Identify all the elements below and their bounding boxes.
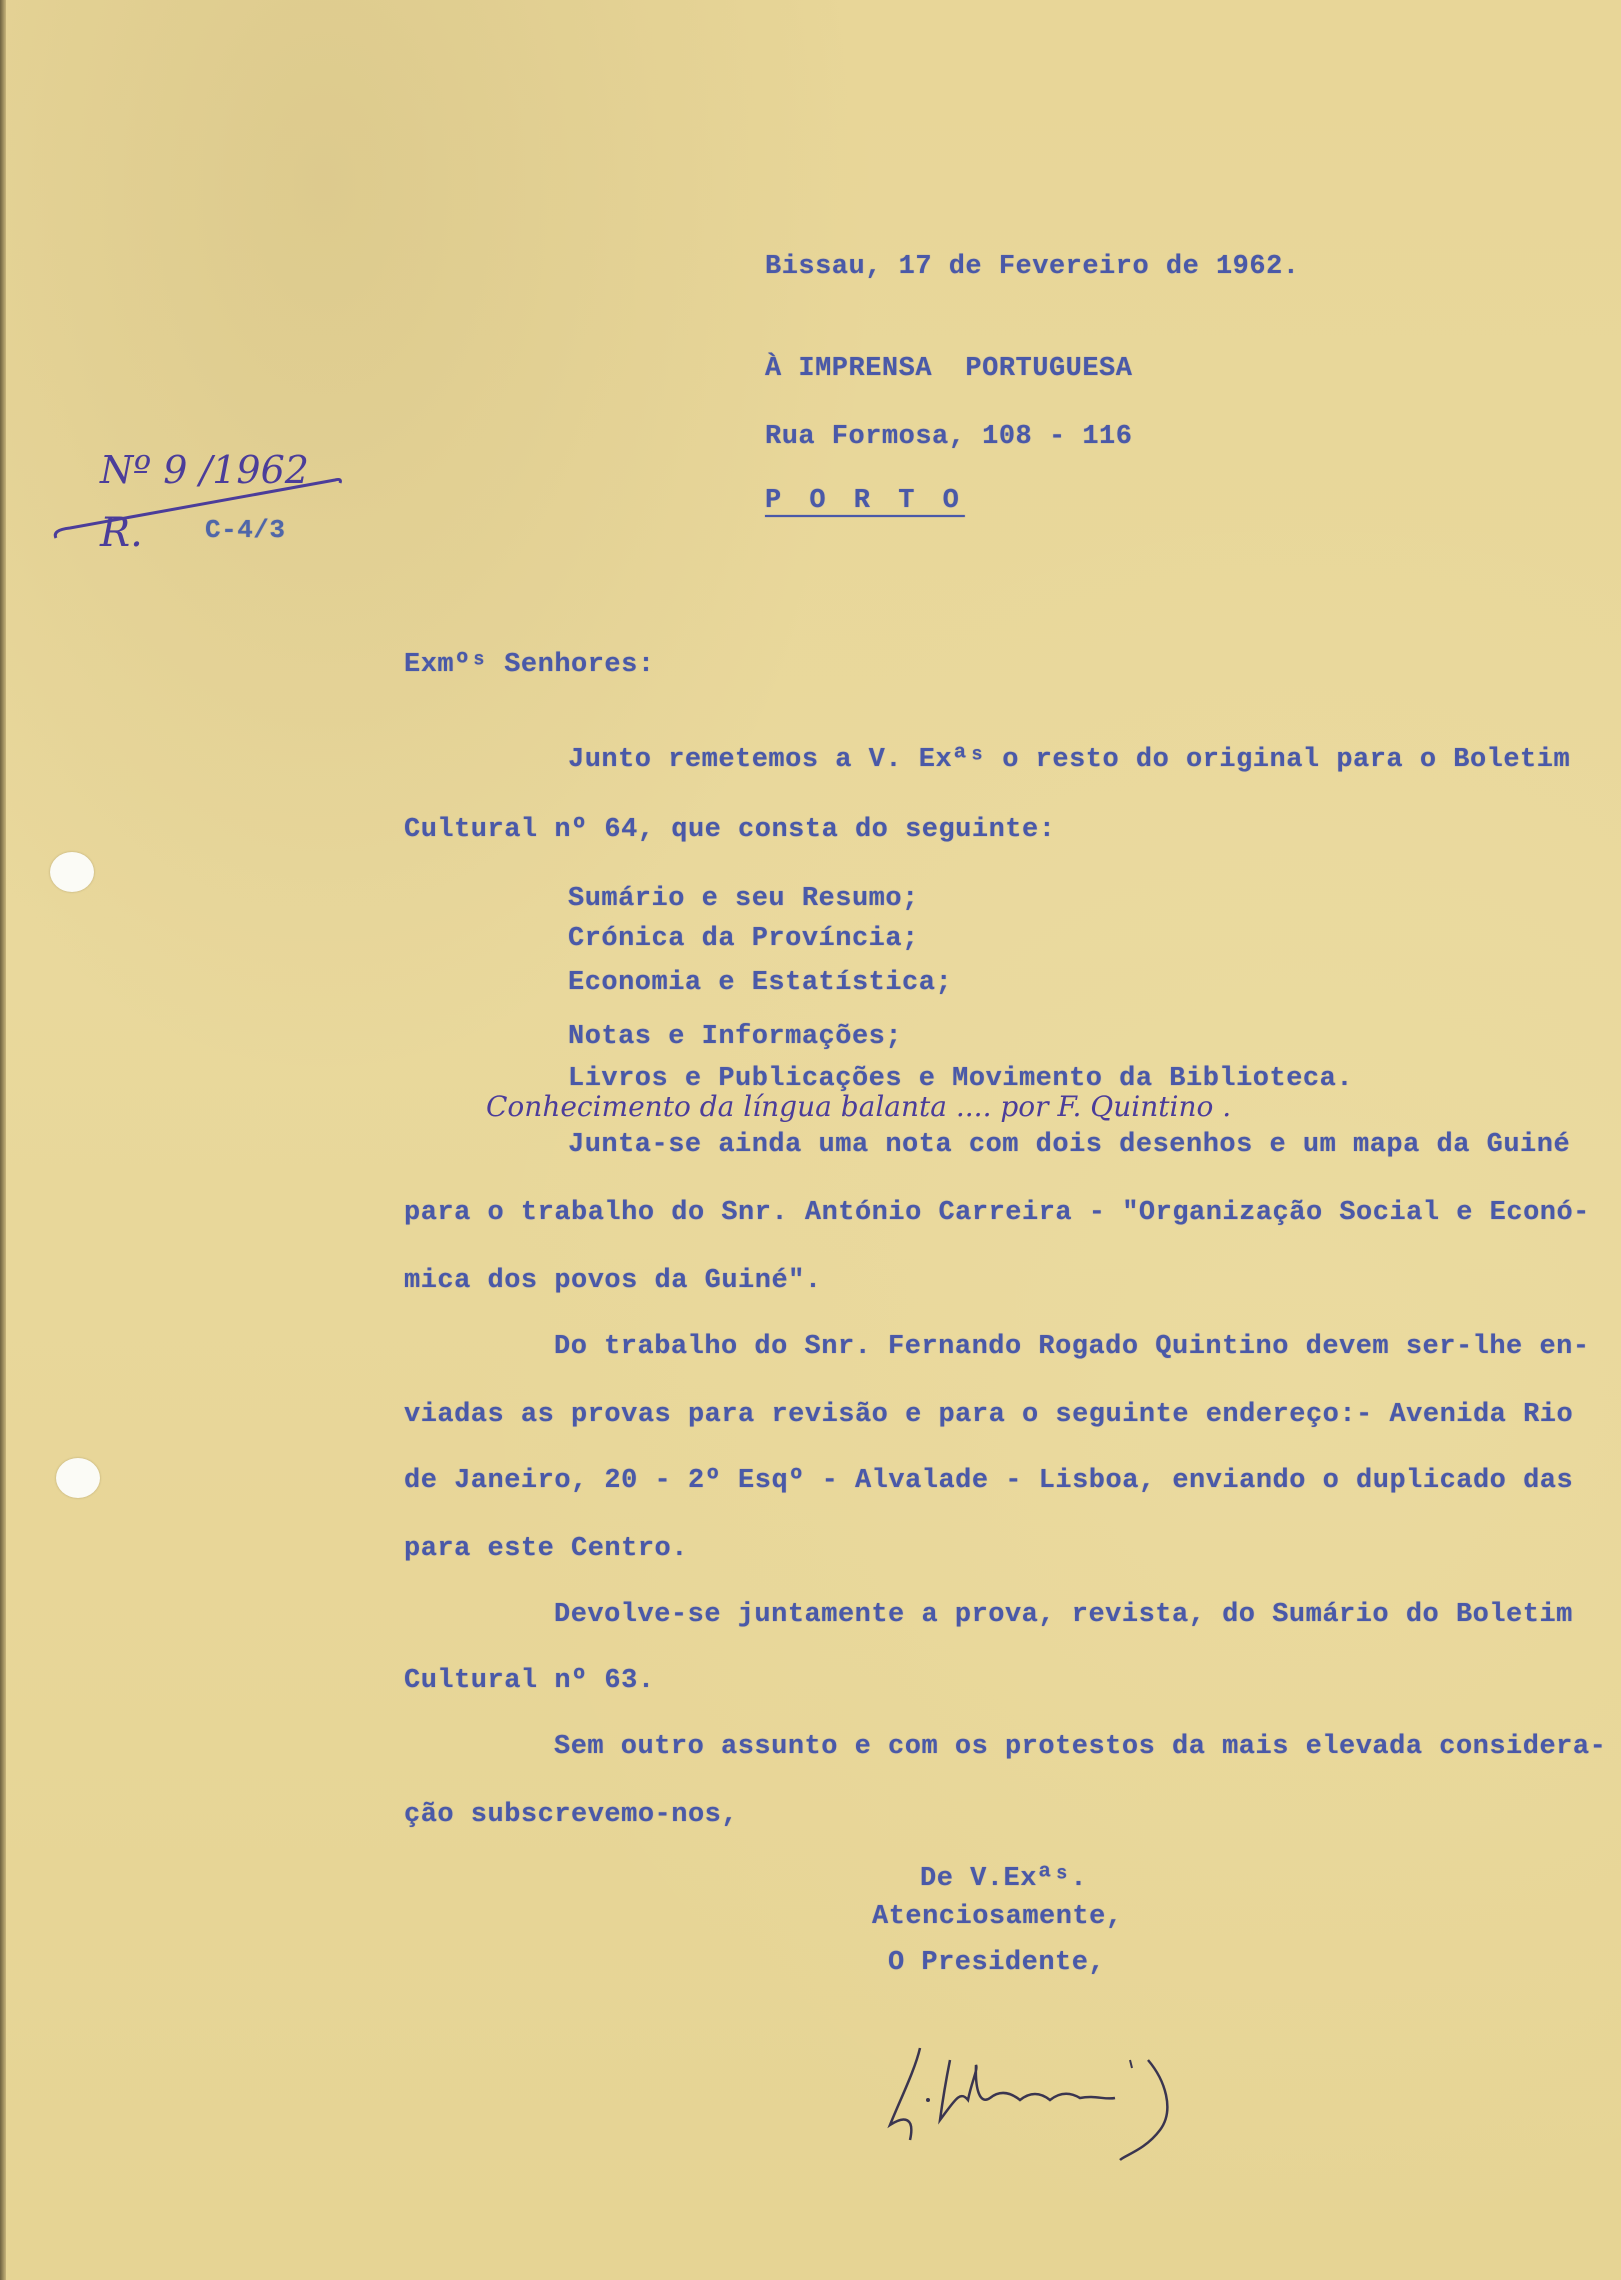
recipient-name: À IMPRENSA PORTUGUESA [765,354,1133,384]
recipient-city: P O R T O [765,486,965,516]
margin-note-number: Nº 9 /1962 [100,448,309,492]
handwritten-addition: Conhecimento da língua balanta .... por F. Quintino . [486,1090,1232,1123]
punch-hole-top [50,852,94,892]
list-item: Notas e Informações; [568,1022,903,1052]
paragraph-2-line-2: para o trabalho do Snr. António Carreira - "Organização Social e Econó- [404,1198,1590,1228]
paragraph-2-line-3: mica dos povos da Guiné". [404,1266,822,1296]
paragraph-5-line-2: ção subscrevemo-nos, [404,1800,739,1830]
salutation: Exmºˢ Senhores: [404,650,655,680]
date-line: Bissau, 17 de Fevereiro de 1962. [765,252,1300,282]
closing-line-1: De V.Exªˢ. [920,1864,1088,1894]
paragraph-3-line-4: para este Centro. [404,1534,688,1564]
list-item: Economia e Estatística; [568,968,953,998]
list-item: Crónica da Província; [568,924,919,954]
paragraph-3-line-2: viadas as provas para revisão e para o seguinte endereço:- Avenida Rio [404,1400,1574,1430]
list-item: Livros e Publicações e Movimento da Biblioteca. [568,1064,1354,1094]
margin-note-rule [50,470,350,540]
margin-note-file-code: C-4/3 [205,515,286,545]
closing-line-2: Atenciosamente, [872,1902,1123,1932]
paragraph-5-line-1: Sem outro assunto e com os protestos da mais elevada considera- [554,1732,1607,1762]
paragraph-1-line-1: Junto remetemos a V. Exªˢ o resto do original para o Boletim [568,745,1571,775]
paragraph-4-line-2: Cultural nº 63. [404,1666,655,1696]
punch-hole-bottom [56,1458,100,1498]
recipient-street: Rua Formosa, 108 - 116 [765,422,1133,452]
paragraph-2-line-1: Junta-se ainda uma nota com dois desenhos e um mapa da Guiné [568,1130,1571,1160]
closing-line-3: O Presidente, [888,1948,1106,1978]
margin-note-initials: R. [100,510,143,556]
paper-edge [0,0,6,2280]
signature-icon [880,2030,1300,2170]
paragraph-3-line-3: de Janeiro, 20 - 2º Esqº - Alvalade - Lisboa, enviando o duplicado das [404,1466,1574,1496]
paragraph-4-line-1: Devolve-se juntamente a prova, revista, do Sumário do Boletim [554,1600,1573,1630]
paragraph-3-line-1: Do trabalho do Snr. Fernando Rogado Quintino devem ser-lhe en- [554,1332,1590,1362]
paragraph-1-line-2: Cultural nº 64, que consta do seguinte: [404,815,1056,845]
list-item: Sumário e seu Resumo; [568,884,919,914]
